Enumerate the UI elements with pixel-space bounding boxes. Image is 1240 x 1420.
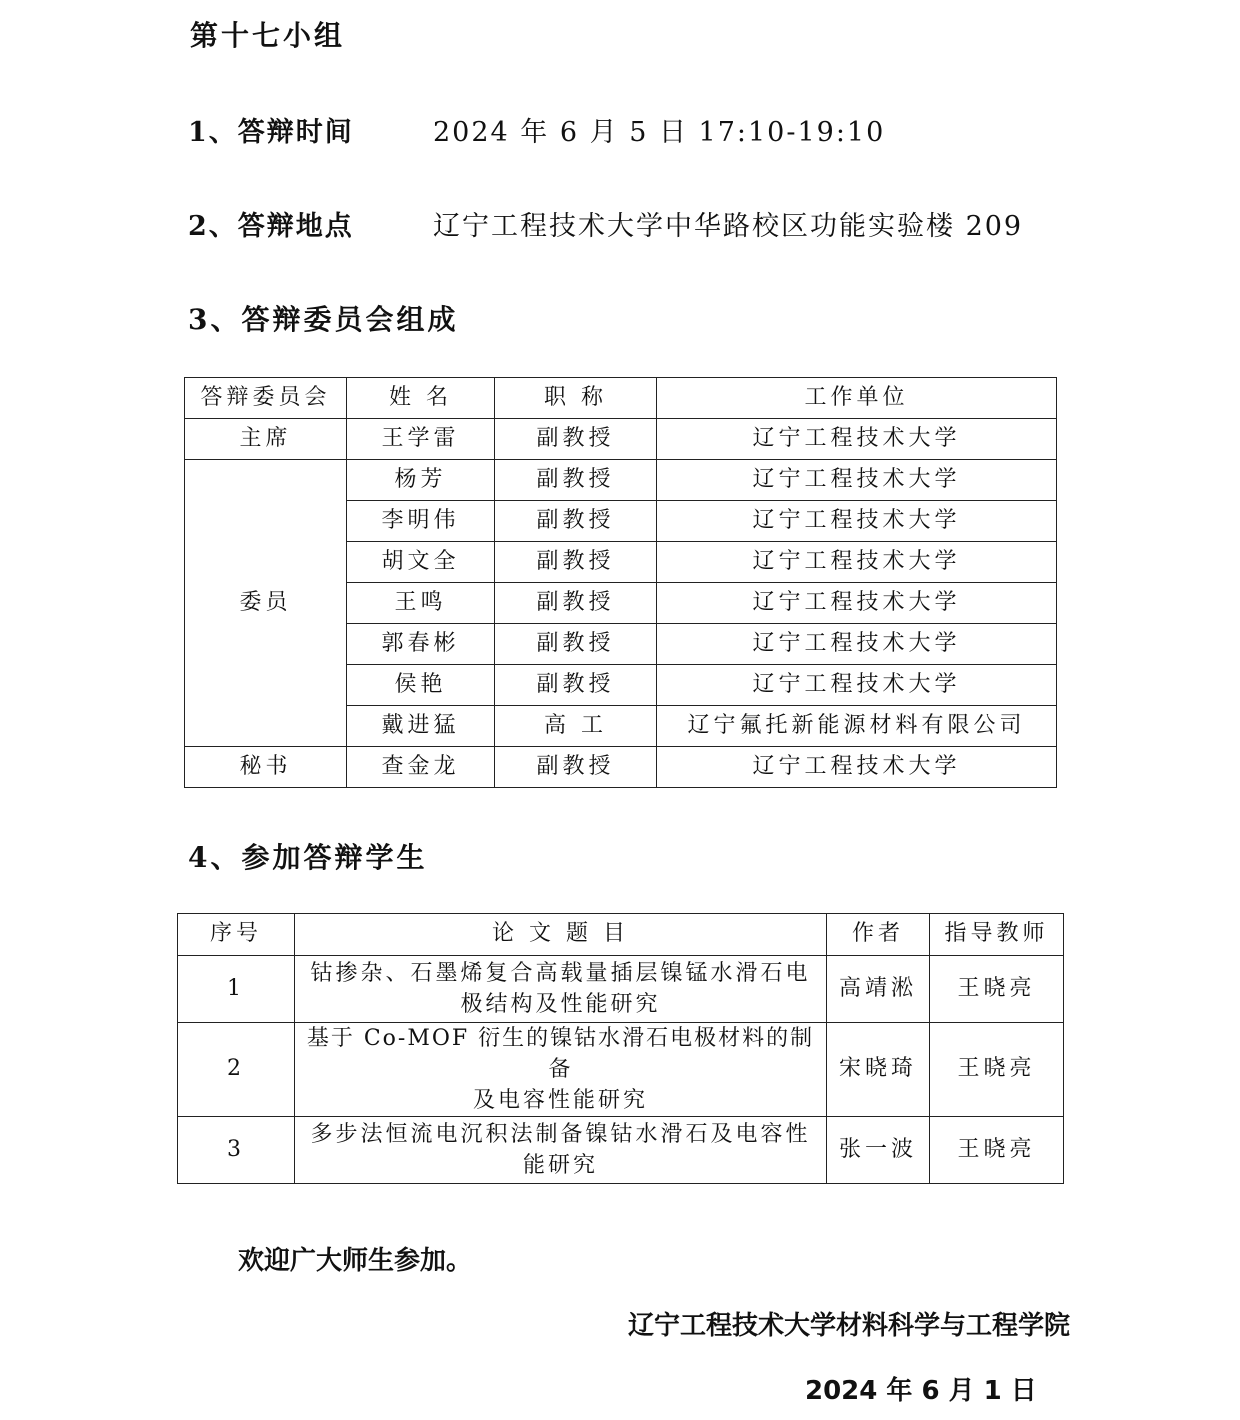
unit-col-header: 工作单位 <box>657 378 1057 419</box>
defense-location <box>188 204 1023 243</box>
secretary-row <box>185 747 1057 788</box>
title-cell: 副教授 <box>495 747 657 788</box>
thesis-title-line: 极结构及性能研究 <box>460 992 661 1017</box>
name-cell: 杨芳 <box>347 460 495 501</box>
thesis-title-line: 基于 Co-MOF 衍生的镍钴水滑石电极材料的制备 <box>306 1026 815 1082</box>
advisor-cell: 王晓亮 <box>930 956 1064 1023</box>
students-heading: 4、参加答辩学生 <box>188 841 428 874</box>
thesis-title-line: 及电容性能研究 <box>472 1088 648 1113</box>
defense-location-value: 辽宁工程技术大学中华路校区功能实验楼 209 <box>432 211 1024 242</box>
thesis-title-cell <box>295 1117 827 1184</box>
author-cell: 高靖淞 <box>827 956 930 1023</box>
unit-cell: 辽宁工程技术大学 <box>657 542 1057 583</box>
author-cell: 宋晓琦 <box>827 1023 930 1117</box>
title-cell: 副教授 <box>495 501 657 542</box>
unit-cell: 辽宁工程技术大学 <box>657 665 1057 706</box>
unit-cell: 辽宁工程技术大学 <box>657 419 1057 460</box>
advisor-cell: 王晓亮 <box>930 1023 1064 1117</box>
no-cell: 3 <box>178 1117 295 1184</box>
welcome-text: 欢迎广大师生参加。 <box>238 1246 473 1276</box>
member-row <box>185 460 1057 501</box>
thesis-title-line: 钴掺杂、石墨烯复合高载量插层镍锰水滑石电 <box>310 961 811 986</box>
name-cell: 侯艳 <box>347 665 495 706</box>
title-cell: 副教授 <box>495 419 657 460</box>
no-cell: 1 <box>178 956 295 1023</box>
student-row <box>178 1023 1064 1117</box>
committee-table <box>184 377 1057 788</box>
thesis-title-line: 多步法恒流电沉积法制备镍钴水滑石及电容性 <box>310 1122 811 1147</box>
chair-row <box>185 419 1057 460</box>
title-cell: 副教授 <box>495 460 657 501</box>
thesis-title-cell <box>295 1023 827 1117</box>
student-row <box>178 1117 1064 1184</box>
unit-cell: 辽宁工程技术大学 <box>657 583 1057 624</box>
unit-cell: 辽宁工程技术大学 <box>657 747 1057 788</box>
author-col-header: 作者 <box>827 914 930 956</box>
title-cell: 副教授 <box>495 665 657 706</box>
role-cell: 委员 <box>185 460 347 747</box>
thesis-title-line: 能研究 <box>522 1153 598 1178</box>
student-row <box>178 956 1064 1023</box>
defense-location-label: 2、答辩地点 <box>188 211 354 242</box>
author-cell: 张一波 <box>827 1117 930 1184</box>
name-cell: 王鸣 <box>347 583 495 624</box>
unit-cell: 辽宁工程技术大学 <box>657 460 1057 501</box>
unit-cell: 辽宁工程技术大学 <box>657 624 1057 665</box>
unit-cell: 辽宁工程技术大学 <box>657 501 1057 542</box>
name-cell: 查金龙 <box>347 747 495 788</box>
title-cell: 副教授 <box>495 624 657 665</box>
name-cell: 李明伟 <box>347 501 495 542</box>
defense-time <box>188 110 885 149</box>
students-table <box>177 913 1064 1184</box>
unit-cell: 辽宁氟托新能源材料有限公司 <box>657 706 1057 747</box>
group-title: 第十七小组 <box>190 19 346 52</box>
thesis-title-cell <box>295 956 827 1023</box>
title-cell: 高 工 <box>495 706 657 747</box>
title-cell: 副教授 <box>495 542 657 583</box>
issue-date: 2024 年 6 月 1 日 <box>805 1376 1037 1406</box>
defense-time-value: 2024 年 6 月 5 日 17:10-19:10 <box>432 117 886 148</box>
no-col-header: 序号 <box>178 914 295 956</box>
students-header-row <box>178 914 1064 956</box>
name-col-header: 姓 名 <box>347 378 495 419</box>
title-col-header: 职 称 <box>495 378 657 419</box>
name-cell: 王学雷 <box>347 419 495 460</box>
thesis-title-col-header: 论 文 题 目 <box>295 914 827 956</box>
role-cell: 主席 <box>185 419 347 460</box>
committee-heading: 3、答辩委员会组成 <box>188 303 459 336</box>
name-cell: 胡文全 <box>347 542 495 583</box>
name-cell: 戴进猛 <box>347 706 495 747</box>
no-cell: 2 <box>178 1023 295 1117</box>
advisor-col-header: 指导教师 <box>930 914 1064 956</box>
title-cell: 副教授 <box>495 583 657 624</box>
defense-time-label: 1、答辩时间 <box>188 117 354 148</box>
advisor-cell: 王晓亮 <box>930 1117 1064 1184</box>
role-cell: 秘书 <box>185 747 347 788</box>
name-cell: 郭春彬 <box>347 624 495 665</box>
committee-header-row <box>185 378 1057 419</box>
issuing-organization: 辽宁工程技术大学材料科学与工程学院 <box>628 1311 1071 1341</box>
committee-col-header: 答辩委员会 <box>185 378 347 419</box>
